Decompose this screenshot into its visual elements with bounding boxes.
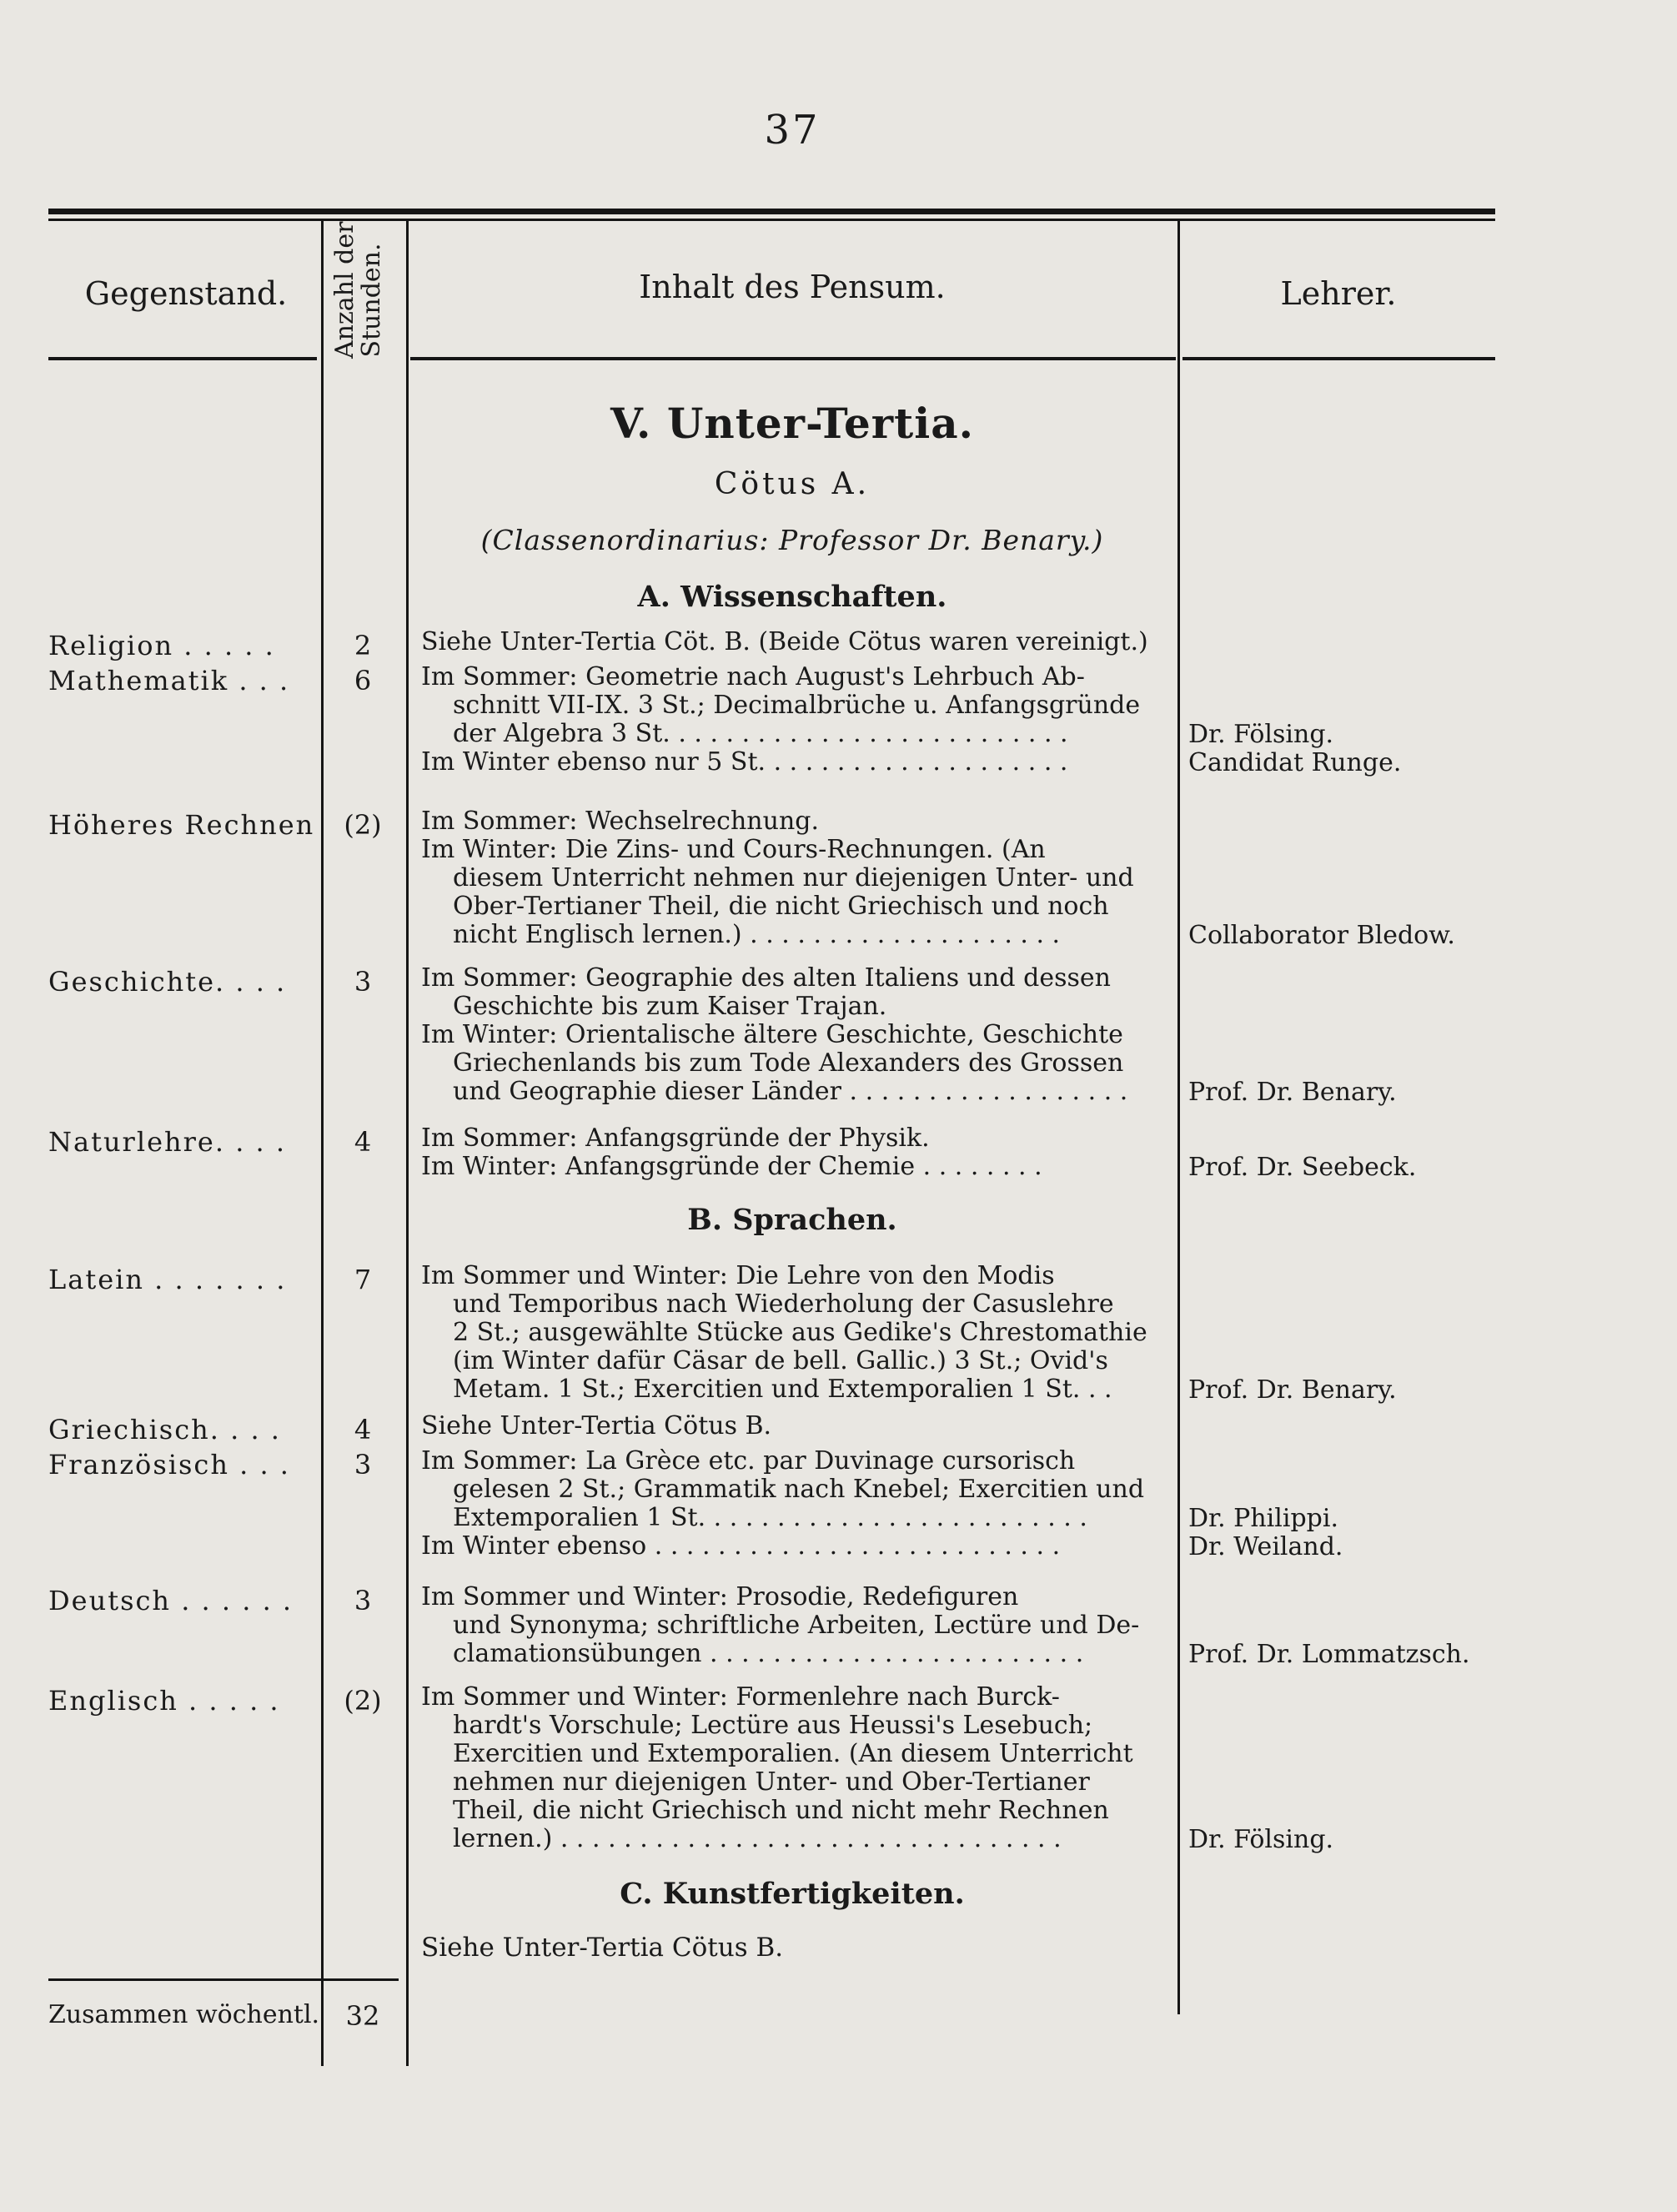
header-teacher: Lehrer. (1280, 275, 1397, 312)
row-content (421, 964, 1155, 1106)
section-c-heading: C. Kunstfertigkeiten. (620, 1877, 965, 1911)
top-rule-thin (48, 219, 1495, 221)
top-rule-thick (48, 209, 1495, 214)
header-hours-line1: Anzahl der (330, 221, 359, 359)
row-teacher: Prof. Dr. Benary. (1188, 1375, 1397, 1405)
content-line: Im Sommer und Winter: Formenlehre nach Burck- (421, 1682, 1060, 1712)
kunst-text: Siehe Unter-Tertia Cötus B. (421, 1933, 784, 1963)
content-line: und Geographie dieser Länder . . . . . . . . . . . . . . . . . . (453, 1077, 1128, 1106)
header-rule-teacher (1182, 357, 1495, 360)
total-hours: 32 (345, 2000, 380, 2032)
row-content (421, 1583, 1155, 1668)
section-a-heading: A. Wissenschaften. (637, 580, 947, 614)
row-content (421, 1447, 1155, 1561)
column-divider-1 (321, 221, 324, 2066)
row-teacher: Dr. Philippi. (1188, 1504, 1338, 1533)
content-line: nehmen nur diejenigen Unter- und Ober-Tertianer (453, 1767, 1090, 1797)
content-line: Im Winter ebenso . . . . . . . . . . . . . . . . . . . . . . . . . . (421, 1531, 1061, 1561)
content-line: hardt's Vorschule; Lectüre aus Heussi's Lesebuch; (453, 1711, 1093, 1740)
row-subject: Deutsch . . . . . . (48, 1585, 294, 1616)
header-hours-line2: Stunden. (357, 243, 386, 358)
footer-rule (48, 1978, 399, 1981)
row-teacher: Dr. Fölsing. (1188, 1825, 1334, 1854)
content-line: Im Sommer: La Grèce etc. par Duvinage cursorisch (421, 1446, 1076, 1476)
page-number: 37 (764, 107, 821, 153)
row-hours: 4 (354, 1414, 372, 1445)
content-line: und Temporibus nach Wiederholung der Casuslehre (453, 1289, 1114, 1319)
row-hours: 3 (354, 1585, 372, 1616)
total-label: Zusammen wöchentl. (48, 2000, 320, 2029)
content-line: Im Sommer: Geometrie nach August's Lehrbuch Ab- (421, 662, 1085, 691)
row-teacher: Prof. Dr. Seebeck. (1188, 1153, 1417, 1182)
row-subject: Mathematik . . . (48, 665, 290, 696)
row-hours: (2) (344, 809, 382, 841)
class-title: V. Unter-Tertia. (610, 399, 975, 448)
row-subject: Englisch . . . . . (48, 1685, 280, 1717)
content-line: Im Winter: Orientalische ältere Geschichte, Geschichte (421, 1020, 1123, 1049)
content-line: Ober-Tertianer Theil, die nicht Griechisch und noch (453, 892, 1109, 921)
row-subject: Latein . . . . . . . (48, 1264, 287, 1295)
row-hours: 4 (354, 1126, 372, 1158)
header-subject: Gegenstand. (84, 275, 288, 312)
row-content (421, 1262, 1155, 1404)
content-line: lernen.) . . . . . . . . . . . . . . . . . . . . . . . . . . . . . . . . (453, 1824, 1062, 1853)
row-teacher: Prof. Dr. Lommatzsch. (1188, 1640, 1470, 1669)
content-line: schnitt VII-IX. 3 St.; Decimalbrüche u. Anfangsgründe (453, 691, 1141, 720)
row-hours: 6 (354, 665, 372, 696)
content-line: Im Sommer: Wechselrechnung. (421, 807, 820, 836)
row-teacher: Dr. Fölsing. (1188, 720, 1334, 749)
content-line: Im Sommer und Winter: Prosodie, Redefiguren (421, 1582, 1019, 1611)
row-teacher-2: Candidat Runge. (1188, 748, 1402, 777)
content-line: Griechenlands bis zum Tode Alexanders des Grossen (453, 1048, 1124, 1078)
content-line: Im Sommer: Geographie des alten Italiens und dessen (421, 963, 1111, 993)
row-subject: Naturlehre. . . . (48, 1126, 287, 1158)
content-line: Siehe Unter-Tertia Cöt. B. (Beide Cötus waren vereinigt.) (421, 627, 1148, 656)
row-hours: (2) (344, 1685, 382, 1717)
row-teacher: Prof. Dr. Benary. (1188, 1078, 1397, 1107)
header-hours (330, 221, 386, 359)
content-line: und Synonyma; schriftliche Arbeiten, Lectüre und De- (453, 1611, 1140, 1640)
row-hours: 3 (354, 1449, 372, 1481)
header-rule-subject (48, 357, 317, 360)
content-line: (im Winter dafür Cäsar de bell. Gallic.) 3 St.; Ovid's (453, 1346, 1108, 1375)
content-line: Im Winter: Anfangsgründe der Chemie . . . . . . . . (421, 1152, 1042, 1181)
header-content: Inhalt des Pensum. (639, 269, 946, 305)
content-line: nicht Englisch lernen.) . . . . . . . . . . . . . . . . . . . . (453, 920, 1061, 949)
row-hours: 7 (354, 1264, 372, 1295)
content-line: gelesen 2 St.; Grammatik nach Knebel; Exercitien und (453, 1475, 1145, 1504)
row-hours: 2 (354, 630, 372, 661)
class-subtitle: Cötus A. (714, 467, 871, 501)
header-rule-content (410, 357, 1176, 360)
content-line: Metam. 1 St.; Exercitien und Extemporalien 1 St. . . (453, 1375, 1112, 1404)
content-line: Exercitien und Extemporalien. (An diesem Unterricht (453, 1739, 1133, 1768)
row-content (421, 807, 1155, 949)
content-line: Theil, die nicht Griechisch und nicht mehr Rechnen (453, 1796, 1109, 1825)
row-teacher-2: Dr. Weiland. (1188, 1532, 1343, 1561)
row-content (421, 1683, 1155, 1853)
content-line: der Algebra 3 St. . . . . . . . . . . . . . . . . . . . . . . . . . (453, 719, 1068, 748)
row-hours: 3 (354, 966, 372, 998)
content-line: Im Winter: Die Zins- und Cours-Rechnungen. (An (421, 835, 1046, 864)
row-subject: Höheres Rechnen (48, 809, 315, 841)
content-line: diesem Unterricht nehmen nur diejenigen Unter- und (453, 863, 1134, 892)
section-b-heading: B. Sprachen. (687, 1203, 897, 1237)
row-teacher: Collaborator Bledow. (1188, 921, 1455, 950)
class-teacher-note: (Classenordinarius: Professor Dr. Benary.) (480, 524, 1104, 556)
column-divider-3 (1177, 221, 1180, 2014)
row-content (421, 1124, 1155, 1181)
content-line: Im Winter ebenso nur 5 St. . . . . . . . . . . . . . . . . . . . (421, 747, 1068, 777)
row-content (421, 1412, 1155, 1440)
row-subject: Religion . . . . . (48, 630, 275, 661)
content-line: 2 St.; ausgewählte Stücke aus Gedike's Chrestomathie (453, 1318, 1147, 1347)
row-subject: Französisch . . . (48, 1449, 290, 1481)
row-subject: Geschichte. . . . (48, 966, 287, 998)
content-line: clamationsübungen . . . . . . . . . . . . . . . . . . . . . . . . (453, 1639, 1084, 1668)
row-content (421, 663, 1155, 777)
content-line: Im Sommer und Winter: Die Lehre von den Modis (421, 1261, 1055, 1290)
row-content (421, 628, 1155, 656)
content-line: Geschichte bis zum Kaiser Trajan. (453, 992, 887, 1021)
content-line: Siehe Unter-Tertia Cötus B. (421, 1411, 772, 1440)
row-subject: Griechisch. . . . (48, 1414, 281, 1445)
content-line: Im Sommer: Anfangsgründe der Physik. (421, 1124, 930, 1153)
content-line: Extemporalien 1 St. . . . . . . . . . . . . . . . . . . . . . . . . (453, 1503, 1087, 1532)
